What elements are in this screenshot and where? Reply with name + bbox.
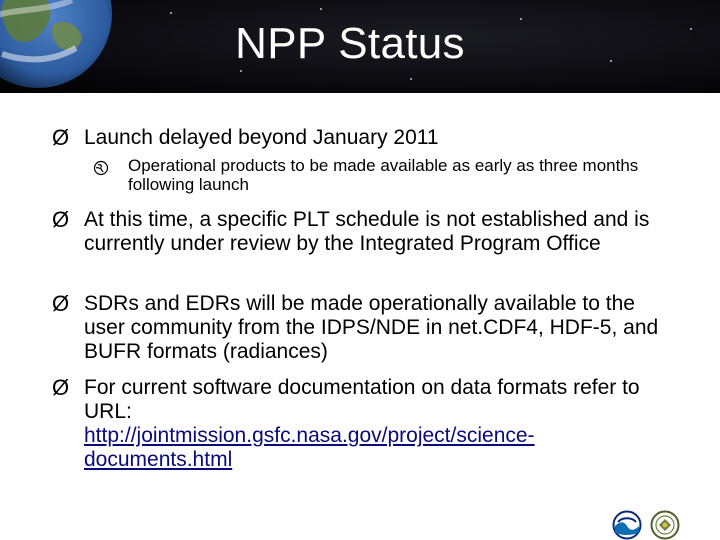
- bullet-text: SDRs and EDRs will be made operationally available to the user community from the IDPS/NDE in net.CDF4, HDF-5, and BUFR formats (radiances): [84, 292, 659, 363]
- bullet-text: At this time, a specific PLT schedule is not established and is currently under review by the Integrated Program Office: [84, 208, 650, 255]
- documentation-link[interactable]: http://jointmission.gsfc.nasa.gov/project/science-documents.html: [84, 424, 535, 471]
- bullet-text: [84, 376, 664, 472]
- noaa-logo: [612, 510, 642, 540]
- bullet-text: Launch delayed beyond January 2011: [84, 126, 439, 149]
- bullet-marker: Ø: [52, 207, 70, 232]
- bullet-marker: Ø: [52, 375, 70, 400]
- bullet-marker: Ø: [52, 125, 70, 150]
- sub-bullet-text: Operational products to be made available as early as three months following launch: [128, 156, 639, 194]
- globe-icon: [93, 160, 109, 176]
- commerce-seal: [650, 510, 680, 540]
- bullet-text-intro: For current software documentation on data formats refer to URL:: [84, 376, 640, 423]
- bullet-marker: Ø: [52, 291, 70, 316]
- page-title: NPP Status: [235, 19, 465, 68]
